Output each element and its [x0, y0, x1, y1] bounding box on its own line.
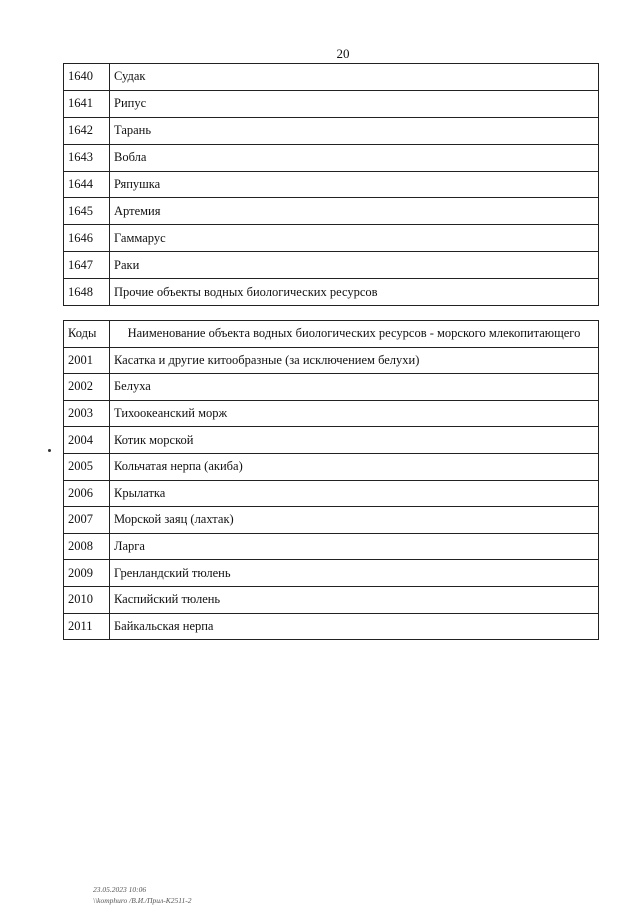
fish-codes-table	[63, 63, 599, 306]
code-cell: 2007	[64, 507, 110, 534]
name-cell: Тихоокеанский морж	[110, 400, 599, 427]
table-row	[64, 374, 599, 401]
table-row	[64, 198, 599, 225]
name-cell: Ларга	[110, 533, 599, 560]
table-row	[64, 613, 599, 640]
code-cell: 1645	[64, 198, 110, 225]
table-row	[64, 533, 599, 560]
code-cell: 1648	[64, 279, 110, 306]
table-row	[64, 586, 599, 613]
code-cell: 2004	[64, 427, 110, 454]
code-cell: 1640	[64, 64, 110, 91]
table-row	[64, 171, 599, 198]
name-cell: Ряпушка	[110, 171, 599, 198]
code-cell: 2008	[64, 533, 110, 560]
code-cell: 1646	[64, 225, 110, 252]
code-cell: 2010	[64, 586, 110, 613]
name-cell: Гренландский тюлень	[110, 560, 599, 587]
code-cell: 2005	[64, 453, 110, 480]
name-cell: Прочие объекты водных биологических ресурсов	[110, 279, 599, 306]
document-footer	[93, 884, 191, 906]
code-cell: 2011	[64, 613, 110, 640]
name-cell: Артемия	[110, 198, 599, 225]
footer-date: 23.05.2023 10:06	[93, 885, 147, 894]
name-cell: Судак	[110, 64, 599, 91]
table-row	[64, 560, 599, 587]
name-cell: Котик морской	[110, 427, 599, 454]
name-cell: Байкальская нерпа	[110, 613, 599, 640]
name-cell: Вобла	[110, 144, 599, 171]
table-row	[64, 144, 599, 171]
table-row	[64, 279, 599, 306]
code-cell: 2003	[64, 400, 110, 427]
table-row	[64, 453, 599, 480]
name-cell: Тарань	[110, 117, 599, 144]
name-cell: Рипус	[110, 90, 599, 117]
table-row	[64, 64, 599, 91]
code-cell: 2002	[64, 374, 110, 401]
page-number: 20	[336, 46, 350, 61]
code-cell: 2006	[64, 480, 110, 507]
table-row	[64, 117, 599, 144]
table-row	[64, 507, 599, 534]
name-cell: Морской заяц (лахтак)	[110, 507, 599, 534]
table-row	[64, 347, 599, 374]
table-row	[64, 427, 599, 454]
table-row	[64, 225, 599, 252]
name-cell: Касатка и другие китообразные (за исключением белухи)	[110, 347, 599, 374]
name-cell: Крылатка	[110, 480, 599, 507]
marine-mammal-codes-table	[63, 320, 599, 640]
name-cell: Кольчатая нерпа (акиба)	[110, 453, 599, 480]
column-header-codes: Коды	[64, 321, 110, 348]
name-cell: Белуха	[110, 374, 599, 401]
footer-doc-ref: \\komphuro /В.И./Прил-К2511-2	[93, 896, 192, 905]
column-header-name: Наименование объекта водных биологических ресурсов - морского млекопитающего	[110, 321, 599, 348]
code-cell: 1644	[64, 171, 110, 198]
code-cell: 2009	[64, 560, 110, 587]
table-row	[64, 480, 599, 507]
code-cell: 2001	[64, 347, 110, 374]
code-cell: 1641	[64, 90, 110, 117]
table-row	[64, 90, 599, 117]
name-cell: Гаммарус	[110, 225, 599, 252]
table-row	[64, 400, 599, 427]
table-row	[64, 252, 599, 279]
scan-artifact-dot	[48, 449, 51, 452]
name-cell: Каспийский тюлень	[110, 586, 599, 613]
name-cell: Раки	[110, 252, 599, 279]
code-cell: 1642	[64, 117, 110, 144]
code-cell: 1643	[64, 144, 110, 171]
table-header-row	[64, 321, 599, 348]
code-cell: 1647	[64, 252, 110, 279]
